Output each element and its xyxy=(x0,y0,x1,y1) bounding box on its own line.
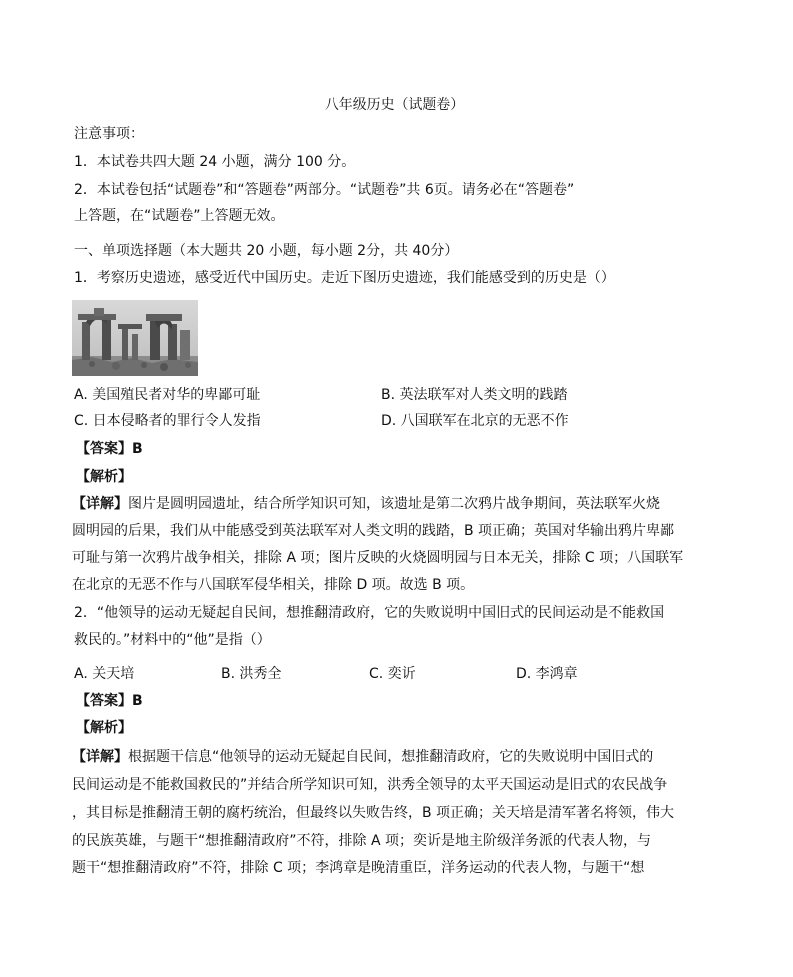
q2-option-d: D. 李鸿章 xyxy=(516,666,578,682)
q2-analysis-label: 【解析】 xyxy=(76,720,132,736)
notice-item-2-cont: 上答题，在“试题卷”上答题无效。 xyxy=(74,208,285,224)
section-heading: 一、单项选择题（本大题共 20 小题，每小题 2分，共 40分） xyxy=(74,243,459,259)
q2-option-b: B. 洪秀全 xyxy=(221,666,282,682)
q1-option-a: A. 美国殖民者对华的卑鄙可耻 xyxy=(74,387,261,403)
notice-item-1: 1．本试卷共四大题 24 小题，满分 100 分。 xyxy=(74,154,356,170)
q1-option-b: B. 英法联军对人类文明的践踏 xyxy=(381,387,568,403)
q2-answer xyxy=(76,691,143,711)
q2-detail-line-5: 题干“想推翻清政府”不符，排除 C 项；李鸿章是晚清重臣，洋务运动的代表人物，与题干“想 xyxy=(72,860,645,876)
q1-detail-text-1: 图片是圆明园遗址，结合所学知识可知，该遗址是第二次鸦片战争期间，英法联军火烧 xyxy=(128,496,660,512)
q2-detail-line-2: 民间运动是不能救国救民的”并结合所学知识可知，洪秀全领导的太平天国运动是旧式的农民战争 xyxy=(72,777,668,793)
q2-detail-line-4: 的民族英雄，与题干“想推翻清政府”不符，排除 A 项；奕䜣是地主阶级洋务派的代表人物，与 xyxy=(72,833,651,849)
q1-answer-label: 【答案】 xyxy=(76,441,132,457)
page-title: 八年级历史（试题卷） xyxy=(324,97,465,113)
q1-option-d: D. 八国联军在北京的无恶不作 xyxy=(381,413,569,429)
q1-detail-label: 【详解】 xyxy=(72,496,128,512)
q1-answer-value: B xyxy=(132,441,143,457)
q2-option-c: C. 奕䜣 xyxy=(369,666,416,682)
q1-detail-line-2: 圆明园的后果，我们从中能感受到英法联军对人类文明的践踏，B 项正确；英国对华输出鸦片卑鄙 xyxy=(72,523,675,539)
q2-option-a: A. 关天培 xyxy=(74,666,135,682)
q1-detail-line-1 xyxy=(72,494,660,514)
q2-stem-line-1: 2．“他领导的运动无疑起自民间，想推翻清政府，它的失败说明中国旧式的民间运动是不能救国 xyxy=(74,605,665,621)
ruins-photo-icon xyxy=(72,300,198,376)
q1-option-c: C. 日本侵略者的罪行令人发指 xyxy=(74,413,261,429)
notice-heading: 注意事项： xyxy=(74,126,144,142)
q2-detail-line-3: ，其目标是推翻清王朝的腐朽统治，但最终以失败告终，B 项正确；关天培是清军著名将领，伟大 xyxy=(72,805,675,821)
q1-detail-line-4: 在北京的无恶不作与八国联军侵华相关，排除 D 项。故选 B 项。 xyxy=(72,577,475,593)
q2-detail-text-1: 根据题干信息“他领导的运动无疑起自民间，想推翻清政府，它的失败说明中国旧式的 xyxy=(128,749,654,765)
q2-answer-label: 【答案】 xyxy=(76,693,132,709)
q1-stem: 1．考察历史遗迹，感受近代中国历史。走近下图历史遗迹，我们能感受到的历史是（） xyxy=(74,270,615,286)
notice-item-2: 2．本试卷包括“试题卷”和“答题卷”两部分。“试题卷”共 6页。请务必在“答题卷” xyxy=(74,182,575,198)
q1-analysis-label: 【解析】 xyxy=(76,469,132,485)
q2-answer-value: B xyxy=(132,693,143,709)
q1-answer xyxy=(76,439,143,459)
q2-detail-label: 【详解】 xyxy=(72,749,128,765)
q1-detail-line-3: 可耻与第一次鸦片战争相关，排除 A 项；图片反映的火烧圆明园与日本无关，排除 C 项；八国联军 xyxy=(72,550,684,566)
q2-stem-line-2: 救民的。”材料中的“他”是指（） xyxy=(74,632,271,648)
ruins-photo xyxy=(72,300,198,376)
q2-detail-line-1 xyxy=(72,747,653,767)
